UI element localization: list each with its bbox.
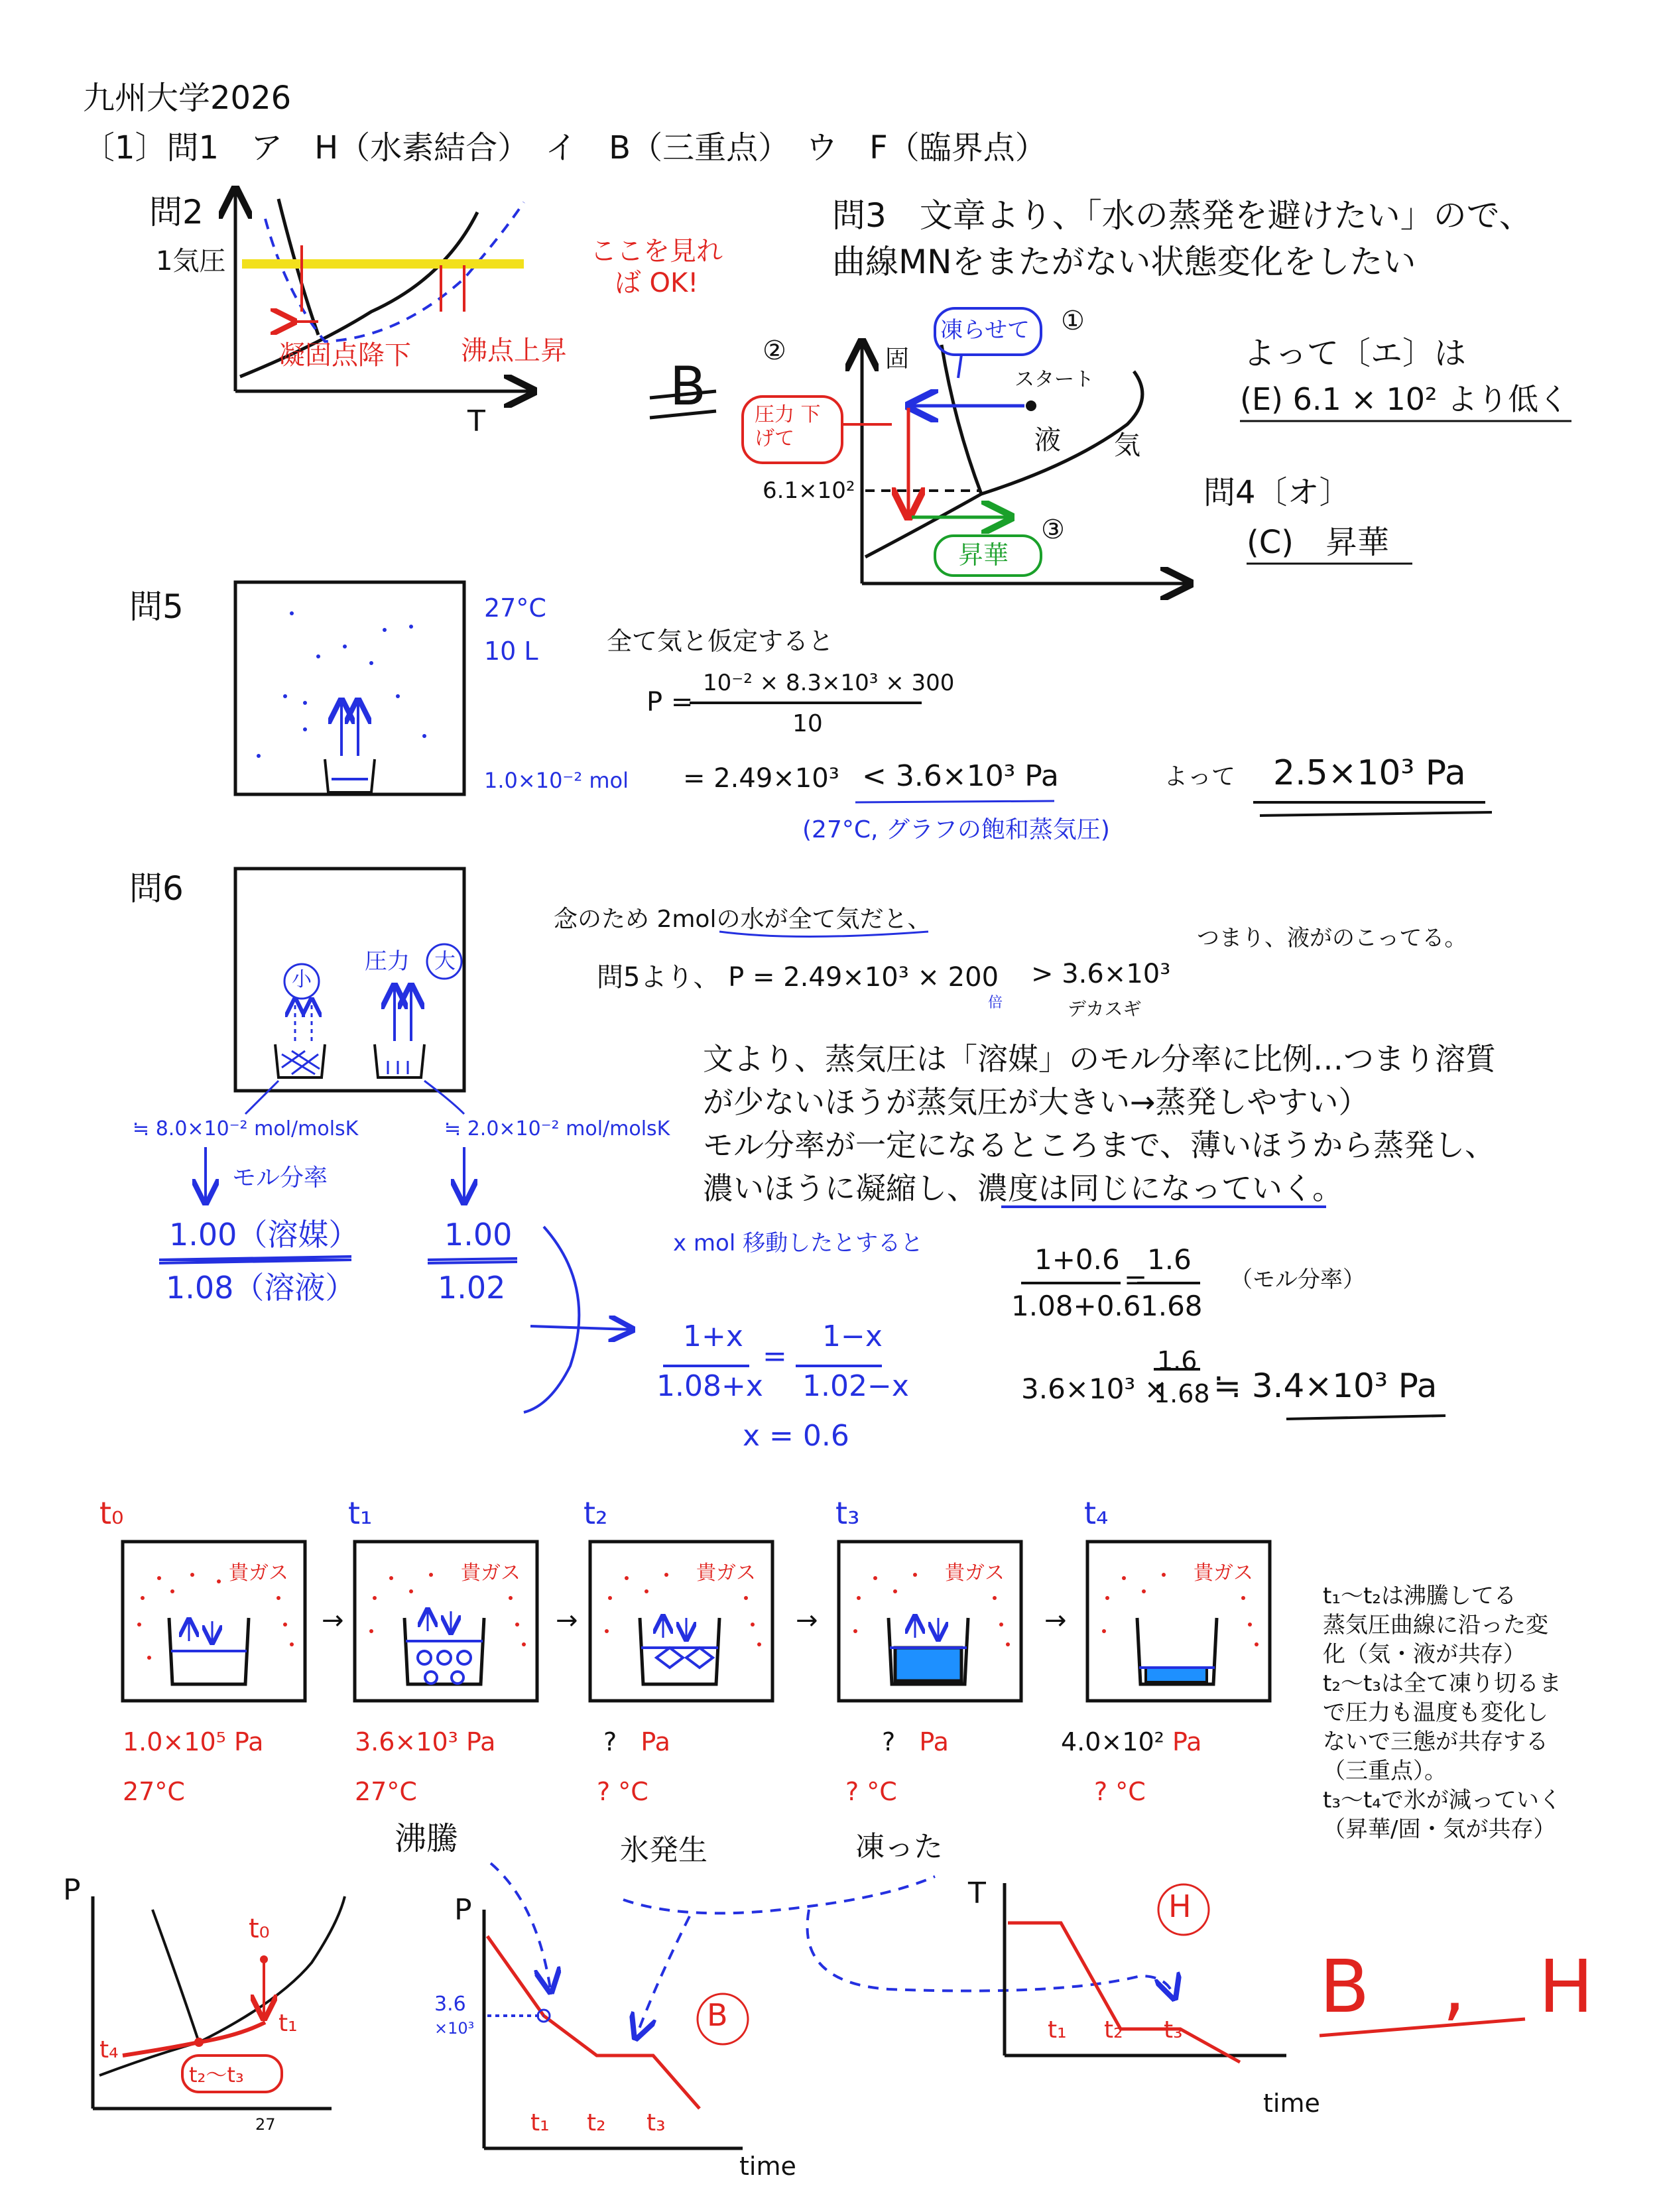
q6-left-concentration: ≒ 8.0×10⁻² mol/molsK bbox=[133, 1117, 359, 1140]
q6-pressure-label: 圧力 bbox=[365, 948, 410, 975]
stage-2-label: t₂ bbox=[584, 1495, 608, 1531]
q2-note: ここを見れば OK! bbox=[590, 236, 723, 298]
stage-arrow-1: → bbox=[322, 1605, 344, 1636]
stage-4-label: t₄ bbox=[1084, 1495, 1109, 1531]
q1-answer: 〔1〕問1 ア H（水素結合） イ B（三重点） ウ F（臨界点） bbox=[83, 129, 1047, 166]
q2-label: 問2 bbox=[149, 193, 204, 231]
pt-graph-axis-p: P bbox=[63, 1873, 81, 1907]
q5-compare-note: (27°C, グラフの飽和蒸気圧) bbox=[802, 816, 1110, 843]
circle-h-label: H bbox=[1168, 1888, 1192, 1924]
stage-arrow-4: → bbox=[1044, 1605, 1067, 1636]
q6-frac-left-den: 1.08+0.6 bbox=[1011, 1290, 1141, 1322]
q6-frac-left-num: 1+0.6 bbox=[1034, 1243, 1120, 1276]
stage-1-gas: 貴ガス bbox=[461, 1562, 521, 1585]
circle-b-label: B bbox=[707, 1997, 728, 2033]
q3-step-2: ② bbox=[763, 336, 786, 366]
q6-frac-note: （モル分率） bbox=[1230, 1266, 1365, 1293]
q5-compare: < 3.6×10³ Pa bbox=[862, 759, 1059, 793]
q3-gas-label: 気 bbox=[1114, 430, 1140, 461]
bottom-p-time-graph bbox=[484, 1863, 1174, 2148]
q6-label: 問6 bbox=[129, 869, 184, 908]
q5-denominator: 10 bbox=[792, 710, 823, 737]
q6-mol-fraction-label: モル分率 bbox=[232, 1164, 328, 1192]
p-time-axis-time: time bbox=[739, 2152, 796, 2181]
q5-compare-underline bbox=[855, 801, 1054, 802]
q6-frac-right-num: 1.6 bbox=[1147, 1243, 1192, 1276]
q3-sublimation-label: 昇華 bbox=[958, 540, 1009, 570]
q5-numerator: 10⁻² × 8.3×10³ × 300 bbox=[703, 670, 955, 696]
q6-move-label: x mol 移動したとすると bbox=[673, 1230, 924, 1257]
q3-answer-prefix: よって〔エ〕は bbox=[1243, 335, 1467, 372]
q6-eq-left-den: 1.08+x bbox=[656, 1369, 763, 1403]
pt-graph-27: 27 bbox=[255, 2115, 276, 2134]
q2-boil-label: 沸点上昇 bbox=[461, 336, 567, 366]
stage-0-temp: 27°C bbox=[123, 1777, 185, 1806]
stage-0-gas: 貴ガス bbox=[229, 1562, 288, 1585]
q6-final-den: 1.68 bbox=[1154, 1379, 1210, 1408]
frozen-label: 凍った bbox=[855, 1830, 943, 1864]
p-time-t2: t₂ bbox=[587, 2109, 606, 2136]
stage-3-label: t₃ bbox=[835, 1495, 860, 1531]
q3-solid-label: 固 bbox=[885, 345, 910, 373]
q2-temp-label: T bbox=[467, 404, 485, 438]
q6-eq-left-num: 1+x bbox=[683, 1320, 743, 1353]
q6-frac-eq: = bbox=[1124, 1263, 1148, 1296]
q3-text-2: 曲線MNをまたがない状態変化をしたい bbox=[832, 243, 1416, 281]
q6-large-label: 大 bbox=[434, 948, 456, 973]
q5-so: よって bbox=[1164, 763, 1236, 790]
q5-temp: 27°C bbox=[484, 593, 546, 623]
q6-eq-sign: = bbox=[763, 1339, 787, 1373]
stage-2-gas: 貴ガス bbox=[696, 1562, 756, 1585]
stage-1-pressure: 3.6×10³ Pa bbox=[355, 1727, 496, 1756]
q5-assume: 全て気と仮定すると bbox=[607, 627, 834, 656]
q5-label: 問5 bbox=[129, 587, 184, 626]
page-title: 九州大学2026 bbox=[83, 80, 292, 117]
stage-arrow-3: → bbox=[796, 1605, 818, 1636]
q4-answer: (C) 昇華 bbox=[1247, 524, 1389, 561]
q6-right-concentration: ≒ 2.0×10⁻² mol/molsK bbox=[444, 1117, 670, 1140]
q4-label: 問4〔オ〕 bbox=[1203, 474, 1351, 511]
q6-para-2: が少ないほうが蒸気圧が大きい→蒸発しやすい） bbox=[703, 1084, 1369, 1120]
p-time-axis-p: P bbox=[454, 1893, 472, 1927]
q6-para-4: 濃いほうに凝縮し、濃度は同じになっていく。 bbox=[703, 1170, 1343, 1206]
q6-note-2: 問5より、 P = 2.49×10³ × 200 bbox=[597, 962, 999, 993]
q6-dekasugi: デカスギ bbox=[1068, 998, 1142, 1020]
stage-0-label: t₀ bbox=[99, 1495, 124, 1531]
ice-label: 氷発生 bbox=[620, 1833, 707, 1867]
pt-graph-t0: t₀ bbox=[249, 1914, 270, 1944]
t-time-t1: t₁ bbox=[1048, 2016, 1067, 2044]
q6-x-result: x = 0.6 bbox=[743, 1419, 849, 1453]
q3-step-1: ① bbox=[1061, 306, 1085, 336]
q2-pressure-label: 1気圧 bbox=[156, 246, 226, 276]
q6-right-denominator: 1.02 bbox=[438, 1270, 506, 1306]
q5-answer: 2.5×10³ Pa bbox=[1273, 753, 1466, 793]
t-time-axis-t: T bbox=[968, 1876, 986, 1910]
q6-para-1: 文より、蒸気圧は「溶媒」のモル分率に比例…つまり溶質 bbox=[703, 1041, 1496, 1077]
stage-1-label: t₁ bbox=[348, 1495, 373, 1531]
q6-final-lhs: 3.6×10³ × bbox=[1021, 1373, 1168, 1405]
q5-amount: 1.0×10⁻² mol bbox=[484, 768, 629, 793]
q6-note-1: 念のため 2molの水が全て気だと、 bbox=[554, 906, 932, 933]
q6-final-rhs: ≒ 3.4×10³ Pa bbox=[1213, 1367, 1438, 1405]
q3-start-label: スタート bbox=[1014, 368, 1094, 391]
stage-4-temp: ? °C bbox=[1094, 1777, 1146, 1806]
t-time-t3: t₃ bbox=[1164, 2016, 1183, 2044]
q6-left-numerator: 1.00（溶媒） bbox=[169, 1217, 359, 1253]
pt-graph-t4: t₄ bbox=[99, 2036, 119, 2063]
q3-pressure-value: 6.1×10² bbox=[763, 477, 855, 504]
stage-4-pressure: 4.0×10² Pa bbox=[1061, 1727, 1202, 1756]
stage-0-pressure: 1.0×10⁵ Pa bbox=[123, 1727, 264, 1756]
q3-text-1: 問3 文章より、「水の蒸発を避けたい」ので、 bbox=[832, 196, 1532, 235]
t-time-axis-time: time bbox=[1263, 2089, 1320, 2118]
q5-answer-underline2 bbox=[1260, 812, 1492, 816]
q6-eq-right-den: 1.02−x bbox=[802, 1369, 909, 1403]
stage-3-temp: ? °C bbox=[845, 1777, 897, 1806]
q6-eq-right-num: 1−x bbox=[822, 1320, 883, 1353]
boiling-label: 沸騰 bbox=[395, 1820, 459, 1857]
q5-formula-lhs: P = bbox=[646, 687, 694, 717]
q6-conclusion: つまり、液がのこってる。 bbox=[1197, 925, 1467, 952]
t-time-t2: t₂ bbox=[1104, 2016, 1123, 2044]
final-answer: B , H bbox=[1320, 1944, 1594, 2029]
p-time-value: 3.6 bbox=[434, 1993, 466, 2016]
stage-2-temp: ? °C bbox=[597, 1777, 648, 1806]
q3-freeze-bubble: 凍らせて bbox=[940, 317, 1030, 343]
q3-answer: (E) 6.1 × 10² より低く bbox=[1240, 381, 1569, 417]
q6-frac-right-den: 1.68 bbox=[1140, 1290, 1203, 1322]
q3-step-3: ③ bbox=[1041, 515, 1065, 545]
q3-liquid-label: 液 bbox=[1034, 425, 1061, 456]
q6-greater: > 3.6×10³ bbox=[1031, 959, 1171, 989]
stage-3-pressure: ? Pa bbox=[882, 1727, 949, 1756]
p-time-exponent: ×10³ bbox=[434, 2019, 475, 2038]
stage-3-gas: 貴ガス bbox=[945, 1562, 1005, 1585]
q6-small-label: 小 bbox=[292, 968, 312, 991]
p-time-t1: t₁ bbox=[530, 2109, 550, 2136]
timeline-side-note: t₁〜t₂は沸騰してる 蒸気圧曲線に沿った変 化（気・液が共存） t₂〜t₃は全て凍り切るま で圧力も温度も変化し ないで三態が共存する （三重点）。 t₃〜t₄で氷が減っていく （昇華/固・気が共存） bbox=[1323, 1583, 1562, 1843]
stage-arrow-2: → bbox=[556, 1605, 578, 1636]
q6-para-3: モル分率が一定になるところまで、薄いほうから蒸発し、 bbox=[703, 1127, 1496, 1163]
q2-freeze-label: 凝固点降下 bbox=[278, 340, 411, 371]
q6-final-num: 1.6 bbox=[1157, 1346, 1198, 1375]
stage-1-temp: 27°C bbox=[355, 1777, 417, 1806]
p-time-t3: t₃ bbox=[646, 2109, 666, 2136]
pt-graph-t23: t₂〜t₃ bbox=[189, 2062, 244, 2087]
q5-volume: 10 L bbox=[484, 637, 538, 666]
stage-4-gas: 貴ガス bbox=[1194, 1562, 1253, 1585]
q3-pressure-bubble: 圧力 下げて bbox=[755, 403, 821, 450]
q5-container bbox=[235, 582, 464, 794]
q6-right-numerator: 1.00 bbox=[444, 1217, 513, 1253]
stage-2-pressure: ? Pa bbox=[603, 1727, 670, 1756]
q6-times: 倍 bbox=[988, 995, 1003, 1011]
q6-left-denominator: 1.08（溶液） bbox=[166, 1270, 356, 1306]
pt-graph-t1: t₁ bbox=[278, 2010, 298, 2037]
q6-container bbox=[235, 869, 464, 1114]
q3-b-label: B bbox=[670, 355, 706, 417]
q5-result: = 2.49×10³ bbox=[683, 763, 839, 794]
